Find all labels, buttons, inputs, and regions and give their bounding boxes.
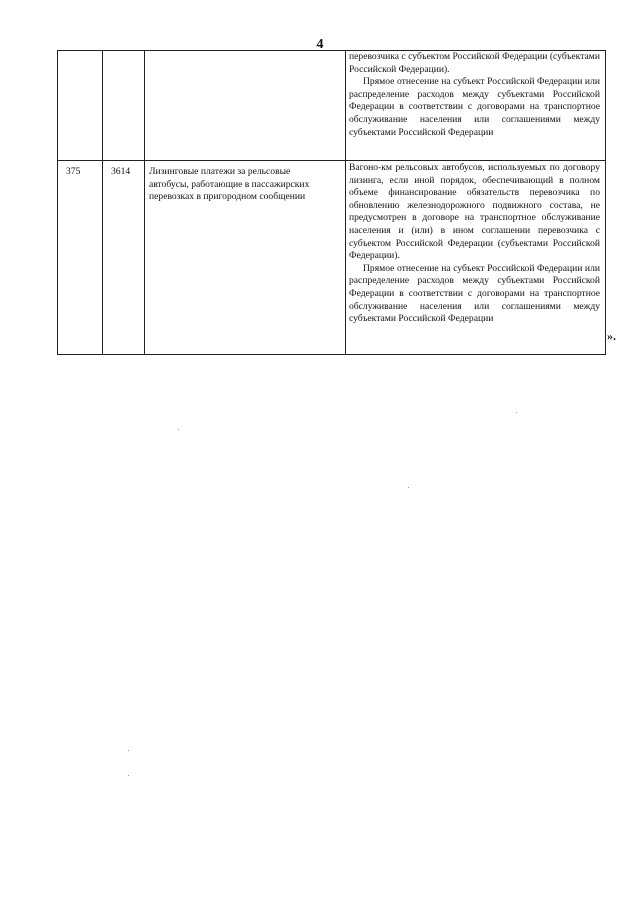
row-number-cell [58,51,103,161]
closing-quote-mark: ». [607,329,616,343]
allocation-rule-cell [346,161,606,355]
item-name-cell [145,51,346,161]
scan-speck [178,429,179,430]
item-code-cell [103,51,145,161]
scan-speck [128,750,129,751]
table-row [58,51,606,161]
page-number: 4 [316,37,324,52]
item-name-cell: Лизинговые платежи за рельсовые автобусы, работающие в пассажирских перевозках в пригородном сообщении [145,161,346,355]
allocation-rule-paragraph: Вагоно-км рельсовых автобусов, используемых по договору лизинга, если иной порядок, обеспечивающий в полном объеме финансирование обязательств перевозчика по обновлению железнодорожного подвижного состава, не предусмотрен в договоре на транспортное обслуживание населения и (или) в ином соглашении перевозчика с субъектом Российской Федерации (субъектами Российской Федерации). [349,162,600,262]
table-row [58,161,606,355]
row-number-cell: 375 [58,161,103,355]
cost-allocation-table [57,50,606,355]
allocation-rule-paragraph: перевозчика с субъектом Российской Федерации (субъектами Российской Федерации). [349,51,600,75]
scan-speck [128,775,129,776]
scan-speck [516,412,517,413]
item-code-cell: 3614 [103,161,145,355]
scan-speck [408,487,409,488]
allocation-rule-paragraph: Прямое отнесение на субъект Российской Федерации или распределение расходов между субъектами Российской Федерации в соответствии с договорами на транспортное обслуживание населения или соглашениями между субъектами Российской Федерации [349,262,600,325]
allocation-rule-paragraph: Прямое отнесение на субъект Российской Федерации или распределение расходов между субъектами Российской Федерации в соответствии с договорами на транспортное обслуживание населения или соглашениями между субъектами Российской Федерации [349,76,600,138]
allocation-rule-cell [346,51,606,161]
